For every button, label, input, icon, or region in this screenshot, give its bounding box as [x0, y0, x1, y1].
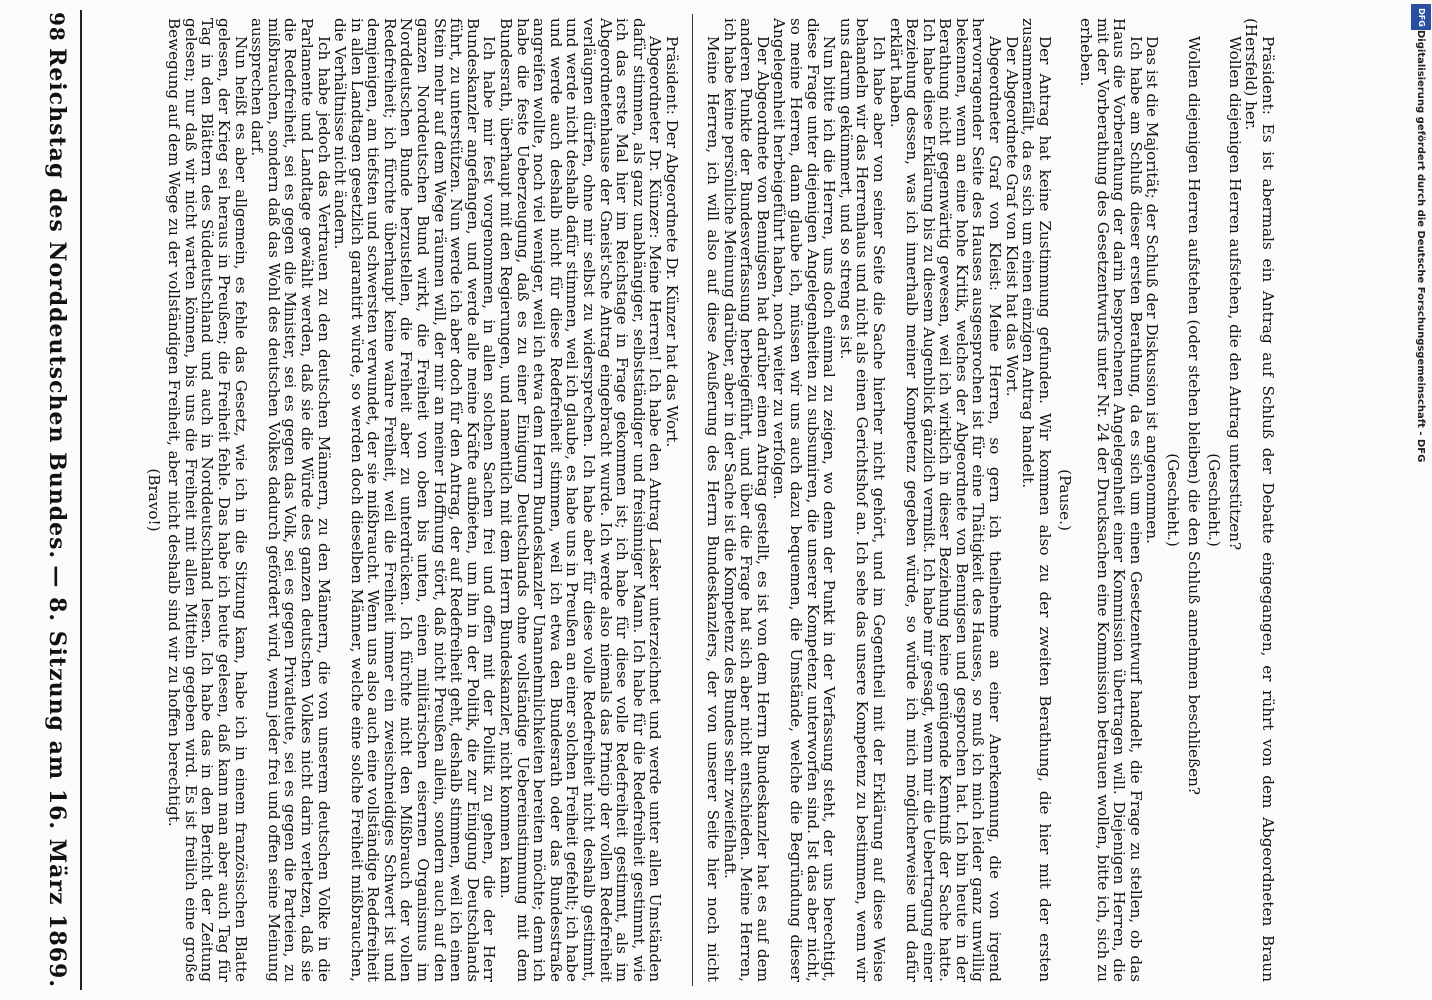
- paragraph: Ich habe aber von seiner Seite die Sache hierher nicht gehört, und im Gegentheil mit der Erklärung auf diese Weise behandeln wir das Herrenhaus und nicht als einen Gerichtshof an. Ich sehe das unsere Kompetenz zu bestimmen, wenn wir uns darum gekümmert, und so streng es ist.: [836, 18, 888, 982]
- dfg-logo: [1411, 4, 1431, 30]
- header-title-right: — 8. Sitzung am 16. März 1869.: [44, 565, 70, 988]
- paragraph: Meine Herren, ich will also auf diese Aeußerung des Herrn Bundeskanzlers, der von unserer Seite hier noch nicht: [704, 36, 722, 982]
- text-column-left: [86, 14, 682, 986]
- header-title-left: Reichstag des Norddeutschen Bundes.: [44, 48, 70, 560]
- paragraph: Das ist die Majorität; der Schluß der Diskussion ist angenommen.: [1143, 36, 1162, 544]
- paragraph: Wollen diejenigen Herren aufstehen (oder stehen bleiben) die den Schluß annehmen beschließen?: [1184, 36, 1203, 796]
- paragraph: Nun heißt es aber allgemein, es fehle das Gesetz, wie ich in die Sitzung kam, habe ich in einem französischen Blatte gelesen, der Krieg sei heraus in Preußen; die Freiheit fehle. Das habe ich heute gelesen, daß kann man aber auch Tag für Tag in den Blättern des Süddeutschland und auch in Norddeutschland lesen. Ich habe das in den Bericht der Zeitung gelesen; nur daß wir nicht warten können, bis uns die Freiheit mit allen Mitteln gegeben wird. Es ist freilich eine große Bewegung auf dem Wege zu der vollständigen Freiheit, aber nicht deshalb sind wir zu hoffen berechtigt.: [165, 18, 250, 982]
- running-header: [40, 12, 74, 988]
- paragraph: (Geschieht.): [1205, 453, 1224, 547]
- paragraph: Ich habe am Schluß dieser ersten Berathung, da es sich um einen Gesetzentwurf handelt, die Frage zu stellen, ob das Haus die Vorberathung der darin besprochenen Angelegenheit einer Kommission übertragen will. Diejenigen Herren, die mit der Vorberathung des Gesetzentwurfs unter Nr. 24 der Drucksachen eine Kommission betrauen wollen, bitte ich, sich zu erheben.: [1077, 18, 1145, 982]
- paragraph: Abgeordneter Graf von Kleist: Meine Herren, so gern ich theilnehme an einer Anerkennung, die von irgend hervorragender Seite des Hauses ausgesprochen ist für eine Thätigkeit des Hauses, so muß ich mich leider ganz unwillig bekennen, wenn an eine hohe Kritik, welches der Abgeordnete von Bennigsen und gesprochen hat. Ich bin heute in der Berathung nicht gegenwärtig gewesen, weil ich wirklich in dieser Beziehung keine genügende Kenntniß der Sache hatte. Ich habe diese Erklärung bis zu diesem Augenblick gänzlich vermißt. Ich habe mir gesagt, wenn mir die Uebertragung einer Beziehung dessen, was ich innerhalb meiner Kompetenz gegeben würde, so würde ich mich möglicherweise und dafür erklärt haben.: [886, 18, 1005, 982]
- page-number: 98: [45, 12, 69, 42]
- paragraph: (Pause.): [1056, 469, 1075, 531]
- text-column-right: [704, 14, 1278, 986]
- paragraph: Präsident: Es ist abermals ein Antrag auf Schluß der Debatte eingegangen, er rührt von dem Abgeordneten Braun (Hersfeld) her.: [1242, 18, 1277, 982]
- paragraph: Wollen diejenigen Herren aufstehen, die den Antrag unterstützen?: [1225, 36, 1244, 551]
- paragraph: Ich habe jedoch das Vertrauen zu den deutschen Männern, zu den Männern, die von unserem deutschen Volke in die Parlamente und Landtage gewählt werden, daß sie die Würde des ganzen deutschen Volkes nicht darin verletzen, daß sie die Redefreiheit, sei es gegen die Minister, sei es gegen das Volk, sei es gegen Privatleute, sei es gegen die Parteien, zu mißbrauchen, sondern daß das Wohl des deutschen Volkes dadurch gefördert wird, wenn jeder frei und offen seine Meinung aussprechen darf.: [248, 18, 333, 982]
- dfg-credit-strip: [1410, 0, 1432, 1000]
- dfg-logo-text: DFG: [1416, 7, 1426, 27]
- column-right-body: [704, 14, 1278, 986]
- paragraph: Der Abgeordnete Graf von Kleist hat das Wort.: [1002, 36, 1021, 397]
- dfg-credit-text: Digitalisierung gefördert durch die Deutsche Forschungsgemeinschaft - DFG: [1415, 30, 1427, 463]
- paragraph: Abgeordneter Dr. Künzer: Meine Herren! Ich habe den Antrag Lasker unterzeichnet und werde unter allen Umständen dafür stimmen, als ganz unabhängiger, selbstständiger und freisinniger Mann. Ich habe für die Redefreiheit gestimmt, wie ich das erste Mal hier im Reichstage in Frage gekommen ist; ich habe für diese volle Redefreiheit gestimmt, als im Abgeordnetenhause der Gneist'sche Antrag eingebracht wurde. Ich werde also niemals das Princip der vollen Redefreiheit verläugnen dürfen, ohne mir selbst zu widersprechen. Ich habe aber für diese volle Redefreiheit nicht deshalb gestimmt, und werde nicht deshalb dafür stimmen, weil ich glaube, es habe uns in Preußen an einer solchen Freiheit gefehlt; ich habe und werde auch deshalb nicht für diese Redefreiheit stimmen, weil ich etwa den Bundesrath oder das Bundesstraße angreifen wollte, noch viel weniger, weil ich etwa dem Herrn Bundeskanzler Unannehmlichkeiten bereiten möchte; denn ich habe die feste Ueberzeugung, daß es zu einer Einigung Deutschlands ohne vollständige Uebereinstimmung mit dem Bundesrath, überhaupt mit den Regierungen, und namentlich mit dem Herrn Bundeskanzler, nicht kommen kann.: [497, 18, 665, 982]
- paragraph: Ich habe mir fest vorgenommen, in allen solchen Sachen frei und offen mit der Politik zu gehen, die der Herr Bundeskanzler angefangen, und werde alle meine Kräfte aufbieten, um ihn in der Politik, die zur Einigung Deutschlands führt, zu unterstützen. Nun werde ich aber doch für den Antrag, der auf Redefreiheit geht, deshalb stimmen, weil ich einen Stein mehr auf dem Wege räumen will, der mir an meiner Hoffnung stört, daß nicht Preußen allein, sondern auch auf den ganzen Norddeutschen Bund wirkt, die Freiheit von oben bis unten, einen militärischen eisernen Organismus im Norddeutschen Bunde herzustellen, die Freiheit aber zu unterdrücken. Ich fürchte nicht den Mißbrauch der vollen Redefreiheit; ich fürchte überhaupt keine wahre Freiheit, weil die Freiheit immer ein zweischneidiges Schwert ist und demjenigen, am tiefsten und schwersten verwundet, der sie mißbraucht. Wenn uns also auch eine vollständige Redefreiheit in allen Landtagen gesetzlich garantirt würde, so werden doch dieselben Männer, welche eine solche Freiheit mißbrauchen, die Verhältnisse nicht ändern.: [331, 18, 499, 982]
- column-left-body: [139, 14, 682, 986]
- paragraph: Der Abgeordnete von Bennigsen hat darüber einen Antrag gestellt, es ist von dem Herrn Bundeskanzler hat es auf dem anderen Punkte der Bundesverfassung herbeigeführt, und über die Frage hat sich aber nicht entschieden. Meine Herren, ich habe keine persönliche Meinung darüber, aber in der Sache ist die Kompetenz des Bundes sehr zweifelhaft.: [720, 18, 772, 982]
- paragraph: (Bravo!): [144, 468, 163, 532]
- header-rule: [80, 10, 82, 990]
- paragraph: Nun bitte ich die Herren, uns doch einmal zu zeigen, wo denn der Punkt in der Verfassung steht, der uns berechtigt, diese Frage unter diejenigen Angelegenheiten zu subsumiren, die unserer Kompetenz unterworfen sind. Ist das aber nicht, so meine Herren, dann glaube ich, müssen wir uns auch dazu bequemen, die Umstände, welche die Begründung dieser Angelegenheit herbeigeführt haben, noch weiter zu verfolgen.: [770, 18, 839, 982]
- paragraph: Präsident: Der Abgeordnete Dr. Künzer hat das Wort.: [663, 36, 681, 448]
- paragraph: (Geschieht.): [1164, 453, 1183, 547]
- column-divider: [692, 14, 693, 986]
- paragraph: Der Antrag hat keine Zustimmung gefunden. Wir kommen also zu der zweiten Berathung, die hier mit der ersten zusammenfällt, da es sich um einen einzigen Antrag handelt.: [1019, 18, 1054, 982]
